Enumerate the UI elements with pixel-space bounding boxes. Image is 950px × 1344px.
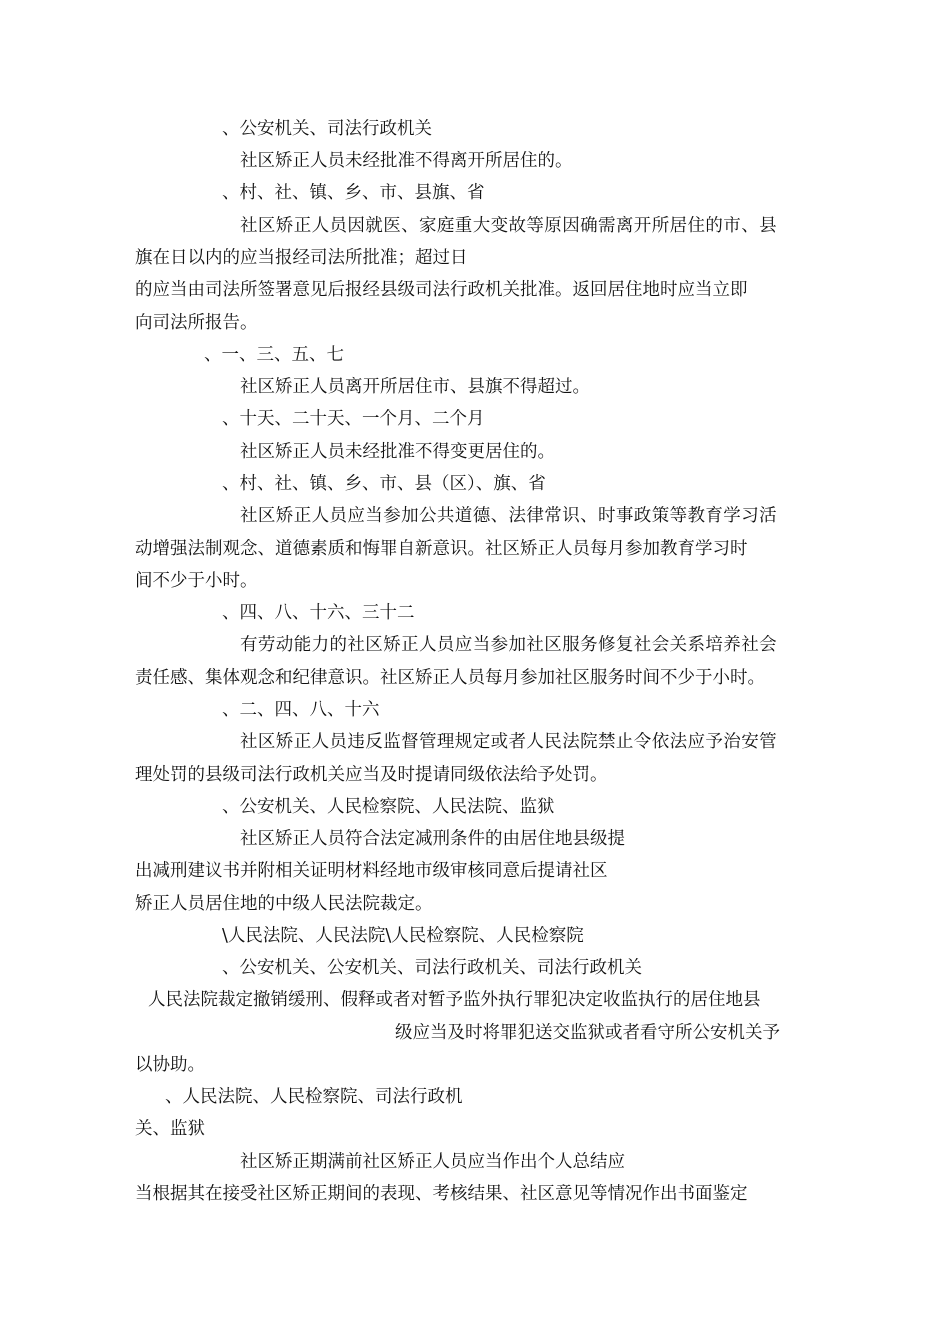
question-line: 社区矫正人员违反监督管理规定或者人民法院禁止令依法应予治安管 <box>240 732 777 752</box>
question-line: 动增强法制观念、道德素质和悔罪自新意识。社区矫正人员每月参加教育学习时 <box>135 539 748 559</box>
question-line: 社区矫正人员符合法定减刑条件的由居住地县级提 <box>240 829 625 849</box>
option-line: \人民法院、人民法院\人民检察院、人民检察院 <box>222 926 584 946</box>
question-line: 当根据其在接受社区矫正期间的表现、考核结果、社区意见等情况作出书面鉴定 <box>135 1184 748 1204</box>
option-line: 关、监狱 <box>135 1119 205 1139</box>
question-line: 以协助。 <box>135 1055 205 1075</box>
question-line: 间不少于小时。 <box>135 571 258 591</box>
question-line: 社区矫正人员未经批准不得离开所居住的。 <box>240 151 573 171</box>
question-line: 有劳动能力的社区矫正人员应当参加社区服务修复社会关系培养社会 <box>240 635 777 655</box>
option-line: 、一、三、五、七 <box>204 345 344 365</box>
question-line: 人民法院裁定撤销缓刑、假释或者对暂予监外执行罪犯决定收监执行的居住地县 <box>148 990 761 1010</box>
option-line: 、四、八、十六、三十二 <box>222 603 415 623</box>
option-line: 、村、社、镇、乡、市、县旗、省 <box>222 183 485 203</box>
question-line: 向司法所报告。 <box>135 313 258 333</box>
option-line: 、村、社、镇、乡、市、县（区）、旗、省 <box>222 474 546 494</box>
option-line: 、公安机关、司法行政机关 <box>222 119 432 139</box>
question-line: 社区矫正人员因就医、家庭重大变故等原因确需离开所居住的市、县 <box>240 216 777 236</box>
question-line: 旗在日以内的应当报经司法所批准；超过日 <box>135 248 468 268</box>
option-line: 、二、四、八、十六 <box>222 700 380 720</box>
question-line: 社区矫正人员离开所居住市、县旗不得超过。 <box>240 377 590 397</box>
option-line: 、公安机关、人民检察院、人民法院、监狱 <box>222 797 555 817</box>
question-line: 的应当由司法所签署意见后报经县级司法行政机关批准。返回居住地时应当立即 <box>135 280 748 300</box>
question-line: 出减刑建议书并附相关证明材料经地市级审核同意后提请社区 <box>135 861 608 881</box>
option-line: 、人民法院、人民检察院、司法行政机 <box>165 1087 463 1107</box>
question-line: 责任感、集体观念和纪律意识。社区矫正人员每月参加社区服务时间不少于小时。 <box>135 668 765 688</box>
question-line: 矫正人员居住地的中级人民法院裁定。 <box>135 894 433 914</box>
question-line: 社区矫正人员未经批准不得变更居住的。 <box>240 442 555 462</box>
question-line: 级应当及时将罪犯送交监狱或者看守所公安机关予 <box>395 1023 780 1043</box>
question-line: 社区矫正期满前社区矫正人员应当作出个人总结应 <box>240 1152 625 1172</box>
option-line: 、公安机关、公安机关、司法行政机关、司法行政机关 <box>222 958 642 978</box>
question-line: 理处罚的县级司法行政机关应当及时提请同级依法给予处罚。 <box>135 765 608 785</box>
question-line: 社区矫正人员应当参加公共道德、法律常识、时事政策等教育学习活 <box>240 506 777 526</box>
option-line: 、十天、二十天、一个月、二个月 <box>222 409 485 429</box>
